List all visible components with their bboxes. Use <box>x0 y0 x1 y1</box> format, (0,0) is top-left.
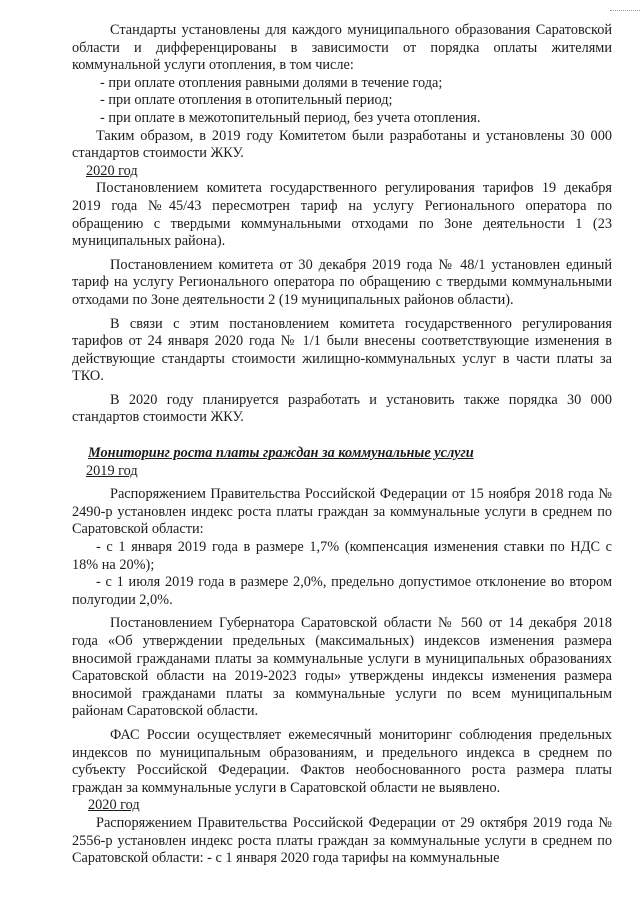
paragraph-governor-decree-560: Постановлением Губернатора Саратовской области № 560 от 14 декабря 2018 года «Об утверждении предельных (максимальных) индексов изменения размера вносимой гражданами платы за коммунальные услуги в муниципальных образованиях Саратовской области на 2019-2023 годы» утверждены индексы изменения размера вносимой гражданами платы за коммунальные услуги по всем муниципальным районам Саратовской области. <box>72 615 612 720</box>
paragraph-order-2490: Распоряжением Правительства Российской Федерации от 15 ноября 2018 года № 2490-р установлен индекс роста платы граждан за коммунальные услуги в среднем по Саратовской области: <box>72 486 612 538</box>
list-item: - при оплате отопления равными долями в течение года; <box>100 74 443 91</box>
year-label-2020: 2020 год <box>88 797 140 814</box>
paragraph-2020-plan: В 2020 году планируется разработать и установить также порядка 30 000 стандартов стоимости ЖКУ. <box>72 391 612 426</box>
paragraph-order-2556: Распоряжением Правительства Российской Федерации от 29 октября 2019 года № 2556-р установлен индекс роста платы граждан за коммунальные услуги в среднем по Саратовской области: - с 1 января 2020 года тарифы на коммунальные <box>72 814 612 867</box>
list-item: - при оплате в межотопительный период, без учета отопления. <box>100 109 481 126</box>
list-item: - с 1 января 2019 года в размере 1,7% (компенсация изменения ставки по НДС с 18% на 20%); <box>72 539 612 573</box>
list-item: - при оплате отопления в отопительный период; <box>100 92 393 109</box>
paragraph-standards-total: Таким образом, в 2019 году Комитетом были разработаны и установлены 30 000 стандартов стоимости ЖКУ. <box>72 127 612 162</box>
paragraph-tariff-zone-2: Постановлением комитета от 30 декабря 2019 года № 48/1 установлен единый тариф на услугу Регионального оператора по обращению с твердыми коммунальными отходами по Зоне деятельности 2 (19 муниципальных районов области). <box>72 256 612 308</box>
section-heading-monitoring: Мониторинг роста платы граждан за коммунальные услуги <box>88 445 474 462</box>
paragraph-tariff-zone-1: Постановлением комитета государственного регулирования тарифов 19 декабря 2019 года №45/43 пересмотрен тариф на услугу Регионального оператора по обращению с твердыми коммунальными отходами по Зоне деятельности 1 (23 муниципальных района). <box>72 180 612 250</box>
paragraph-tko-changes: В связи с этим постановлением комитета государственного регулирования тарифов от 24 января 2020 года № 1/1 были внесены соответствующие изменения в действующие стандарты стоимости жилищно-коммунальных услуг в части платы за ТКО. <box>72 315 612 385</box>
year-label-2019: 2019 год <box>86 462 138 479</box>
paragraph-standards-intro: Стандарты установлены для каждого муниципального образования Саратовской области и дифференцированы в зависимости от порядка оплаты жителями коммунальной услуги отопления, в том числе: <box>72 22 612 74</box>
scan-corner-mark <box>610 0 640 11</box>
year-label-2020: 2020 год <box>86 162 138 179</box>
paragraph-fas-monitoring: ФАС России осуществляет ежемесячный мониторинг соблюдения предельных индексов по муниципальным образованиям, и предельного индекса в среднем по субъекту Российской Федерации. Фактов необоснованного роста размера платы граждан за коммунальные услуги в Саратовской области не выявлено. <box>72 726 612 796</box>
list-item: - с 1 июля 2019 года в размере 2,0%, предельно допустимое отклонение во втором полугодии 2,0%. <box>72 574 612 608</box>
